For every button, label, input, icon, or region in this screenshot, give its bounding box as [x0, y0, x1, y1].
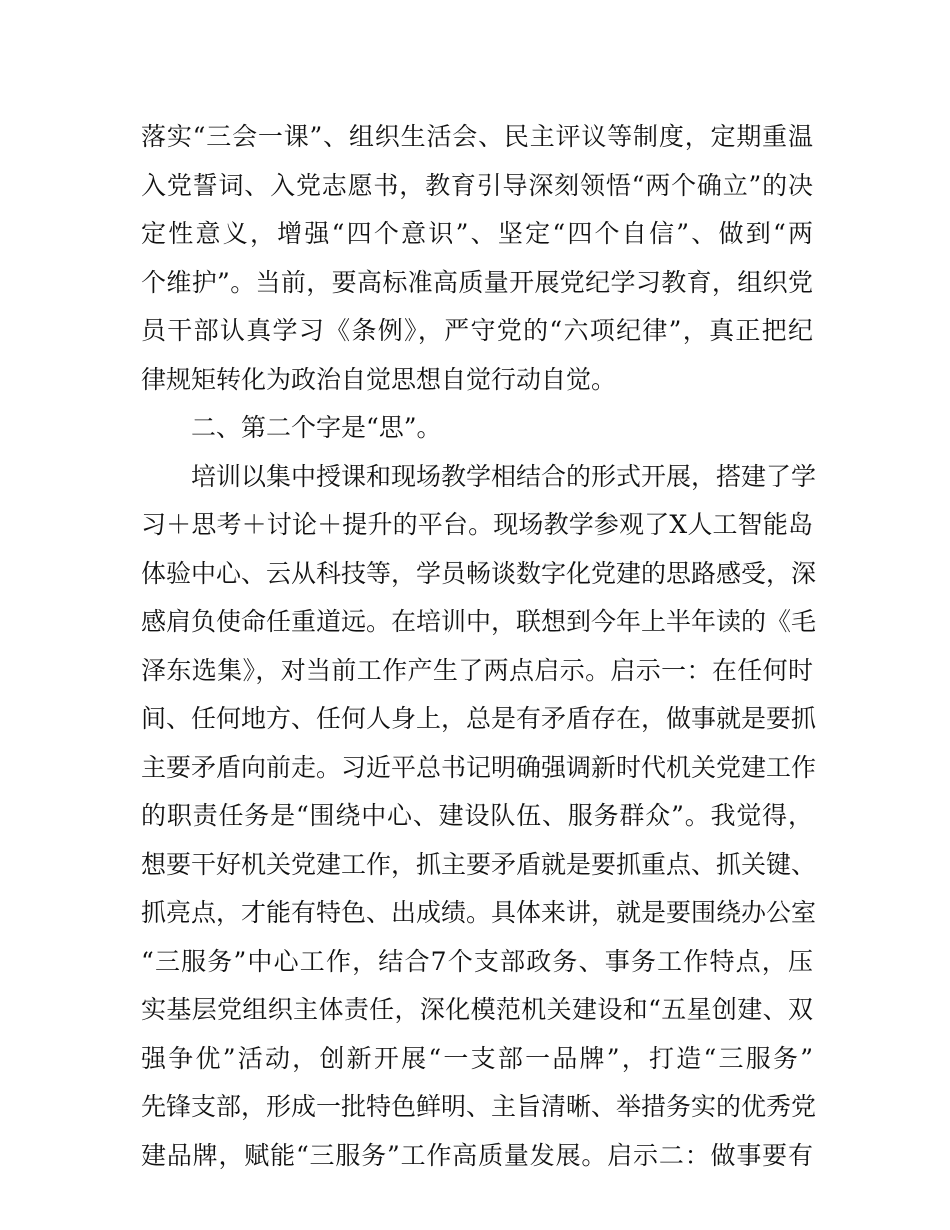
text-line: “三服务”中心工作，结合7个支部政务、事务工作特点，压	[141, 946, 813, 976]
text-line: 习＋思考＋讨论＋提升的平台。现场教学参观了X人工智能岛	[141, 510, 813, 539]
document-body	[141, 113, 817, 1180]
text-line: 定性意义，增强“四个意识”、坚定“四个自信”、做到“两	[141, 219, 813, 248]
text-line: 想要干好机关党建工作，抓主要矛盾就是要抓重点、抓关键、	[141, 849, 817, 879]
text-line: 实基层党组织主体责任，深化模范机关建设和“五星创建、双	[141, 995, 813, 1024]
text-line: 先锋支部，形成一批特色鲜明、主旨清晰、举措务实的优秀党	[141, 1092, 817, 1121]
text-line: 建品牌，赋能“三服务”工作高质量发展。启示二：做事要有	[141, 1140, 813, 1170]
text-line: 间、任何地方、任何人身上，总是有矛盾存在，做事就是要抓	[141, 704, 817, 733]
text-line: 落实“三会一课”、组织生活会、民主评议等制度，定期重温	[141, 122, 813, 151]
text-line: 强争优”活动，创新开展“一支部一品牌”，打造“三服务”	[141, 1043, 813, 1073]
paragraph-2	[141, 453, 817, 1181]
text-line: 感肩负使命任重道远。在培训中，联想到今年上半年读的《毛	[141, 607, 817, 636]
text-line: 律规矩转化为政治自觉思想自觉行动自觉。	[141, 364, 617, 394]
text-line: 入党誓词、入党志愿书，教育引导深刻领悟“两个确立”的决	[141, 170, 813, 200]
paragraph-1	[141, 113, 813, 404]
text-line: 员干部认真学习《条例》，严守党的“六项纪律”，真正把纪	[141, 316, 813, 345]
text-line: 个维护”。当前，要高标准高质量开展党纪学习教育，组织党	[141, 267, 813, 297]
text-line: 培训以集中授课和现场教学相结合的形式开展，搭建了学	[191, 461, 817, 491]
text-line: 主要矛盾向前走。习近平总书记明确强调新时代机关党建工作	[141, 752, 817, 782]
text-line: 体验中心、云从科技等，学员畅谈数字化党建的思路感受，深	[141, 558, 817, 588]
section-heading: 二、第二个字是“思”。	[191, 413, 442, 442]
text-line: 泽东选集》，对当前工作产生了两点启示。启示一：在任何时	[141, 655, 813, 685]
text-line: 抓亮点，才能有特色、出成绩。具体来讲，就是要围绕办公室	[141, 898, 817, 927]
text-line: 的职责任务是“围绕中心、建设队伍、服务群众”。我觉得，	[141, 801, 813, 830]
